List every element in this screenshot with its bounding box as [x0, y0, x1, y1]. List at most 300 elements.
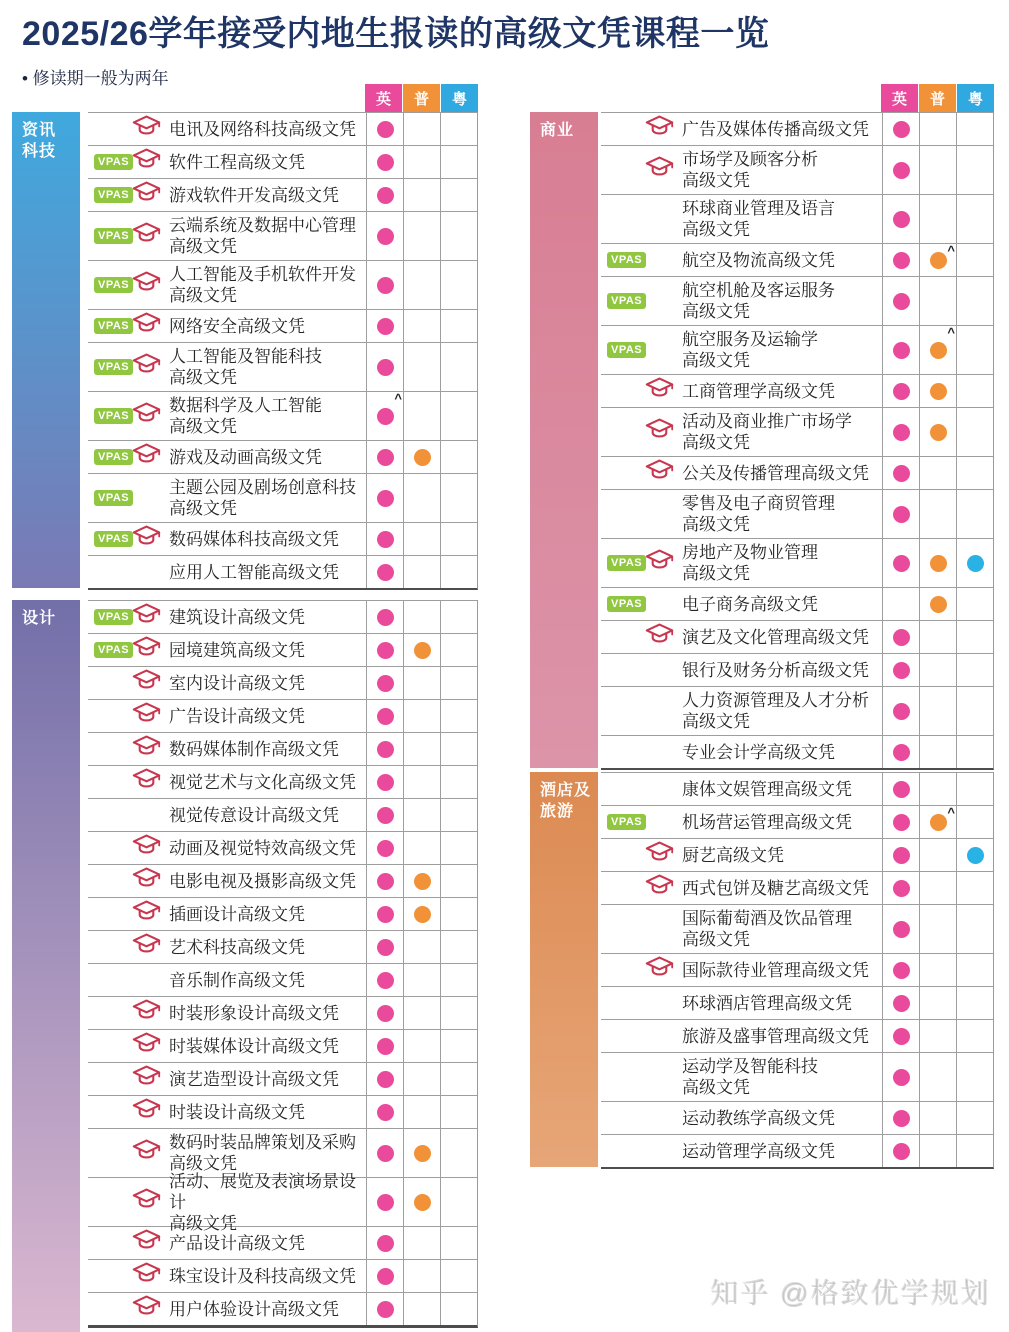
graduation-cap-icon: [132, 998, 161, 1028]
lang-cell-cantonese: [440, 667, 477, 699]
table-row: [601, 456, 993, 489]
lang-cell-cantonese: [956, 806, 993, 838]
table-row: [88, 864, 477, 897]
lang-cell-mandarin: [403, 261, 440, 309]
lang-cell-cantonese: [956, 457, 993, 489]
table-row: [88, 996, 477, 1029]
lang-cell-cantonese: [440, 179, 477, 211]
table-row: [88, 1095, 477, 1128]
english-dot: [377, 774, 394, 791]
vpas-slot: [88, 449, 132, 465]
lang-cell-cantonese: [956, 736, 993, 768]
lang-cell-english: [366, 392, 403, 440]
mandarin-dot: [930, 424, 947, 441]
lang-cell-english: [366, 799, 403, 831]
english-dot: [893, 211, 910, 228]
lang-cell-mandarin: [919, 490, 956, 538]
course-name: 环球酒店管理高级文凭: [682, 993, 852, 1013]
table-row: [88, 260, 477, 309]
lang-cell-cantonese: [440, 441, 477, 473]
english-dot: [893, 383, 910, 400]
lang-cell-english: [366, 1293, 403, 1325]
lang-cell-cantonese: [440, 1096, 477, 1128]
cap-slot: [645, 955, 682, 985]
course-name: 航空服务及运输学 高级文凭: [682, 330, 818, 370]
english-dot: [377, 449, 394, 466]
left-sections: [12, 112, 478, 1332]
lang-cell-cantonese: [440, 1129, 477, 1177]
duration-note: • 修读期一般为两年: [22, 69, 169, 88]
lang-cell-english: [882, 736, 919, 768]
graduation-cap-icon: [132, 932, 161, 962]
english-dot: [893, 781, 910, 798]
graduation-cap-icon: [645, 873, 674, 903]
table-row: [88, 666, 477, 699]
mandarin-dot: [930, 252, 947, 269]
lang-cell-english: [366, 1063, 403, 1095]
course-name: 运动管理学高级文凭: [682, 1141, 835, 1161]
table-row: [88, 342, 477, 391]
course-name: 音乐制作高级文凭: [169, 970, 305, 990]
lang-cell-english: [882, 654, 919, 686]
caret-mark: ^: [947, 805, 955, 820]
course-name: 数码媒体制作高级文凭: [169, 739, 339, 759]
table-row: [601, 489, 993, 538]
course-name: 环球商业管理及语言 高级文凭: [682, 199, 835, 239]
lang-cell-mandarin: [919, 654, 956, 686]
table-row: [601, 805, 993, 838]
lang-cell-mandarin: [403, 310, 440, 342]
lang-cell-cantonese: [440, 113, 477, 145]
course-name: 人工智能及手机软件开发 高级文凭: [169, 265, 356, 305]
english-dot: [377, 741, 394, 758]
graduation-cap-icon: [132, 668, 161, 698]
english-dot: [377, 873, 394, 890]
course-name: 游戏软件开发高级文凭: [169, 185, 339, 205]
english-dot: [377, 807, 394, 824]
graduation-cap-icon: [132, 311, 161, 341]
table-row: [601, 653, 993, 686]
lang-cell-cantonese: [956, 872, 993, 904]
mandarin-dot: [414, 873, 431, 890]
english-dot: [893, 744, 910, 761]
cap-slot: [132, 668, 169, 698]
table-row: [88, 473, 477, 522]
lang-cell-cantonese: [956, 687, 993, 735]
legend-chip-man: 普: [403, 84, 440, 112]
mandarin-dot: [414, 906, 431, 923]
vpas-slot: [88, 490, 132, 506]
table-row: [88, 555, 477, 588]
lang-cell-mandarin: [403, 1030, 440, 1062]
mandarin-dot: [930, 555, 947, 572]
table-row: [88, 963, 477, 996]
course-name: 产品设计高级文凭: [169, 1233, 305, 1253]
lang-cell-english: [366, 1129, 403, 1177]
graduation-cap-icon: [645, 376, 674, 406]
english-dot: [377, 609, 394, 626]
lang-cell-english: [882, 146, 919, 194]
graduation-cap-icon: [645, 548, 674, 578]
section-gap: [12, 590, 478, 600]
course-name: 运动学及智能科技 高级文凭: [682, 1057, 818, 1097]
lang-cell-mandarin: [403, 1293, 440, 1325]
lang-cell-english: [366, 212, 403, 260]
lang-cell-cantonese: [956, 375, 993, 407]
course-name: 活动、展览及表演场景设计 高级文凭: [169, 1171, 356, 1233]
english-dot: [893, 1028, 910, 1045]
english-dot: [377, 318, 394, 335]
vpas-slot: [88, 408, 132, 424]
course-name: 演艺造型设计高级文凭: [169, 1069, 339, 1089]
table-row: [601, 871, 993, 904]
lang-cell-cantonese: [956, 408, 993, 456]
english-dot: [377, 187, 394, 204]
table-row: [601, 243, 993, 276]
lang-cell-cantonese: [956, 987, 993, 1019]
course-name: 演艺及文化管理高级文凭: [682, 627, 869, 647]
graduation-cap-icon: [132, 767, 161, 797]
watermark: 知乎 @格致优学规划: [710, 1278, 991, 1309]
course-table-design: [88, 600, 478, 1328]
table-row: [88, 309, 477, 342]
lang-cell-cantonese: [440, 310, 477, 342]
section-sidebar-biz: 商业: [530, 112, 598, 768]
graduation-cap-icon: [132, 1064, 161, 1094]
cap-slot: [132, 147, 169, 177]
lang-cell-mandarin: [919, 457, 956, 489]
lang-cell-mandarin: [919, 277, 956, 325]
cap-slot: [132, 1187, 169, 1217]
table-row: [88, 1259, 477, 1292]
lang-cell-english: [366, 310, 403, 342]
lang-cell-cantonese: [440, 1030, 477, 1062]
cap-slot: [132, 866, 169, 896]
lang-cell-english: [366, 113, 403, 145]
caret-mark: ^: [394, 391, 402, 406]
lang-cell-cantonese: [440, 997, 477, 1029]
mandarin-dot: [414, 1194, 431, 1211]
english-dot: [893, 629, 910, 646]
table-row: [601, 112, 993, 145]
cap-slot: [132, 1261, 169, 1291]
course-name: 数据科学及人工智能 高级文凭: [169, 396, 322, 436]
lang-cell-english: [882, 326, 919, 374]
lang-cell-cantonese: [440, 799, 477, 831]
english-dot: [893, 252, 910, 269]
lang-cell-cantonese: [956, 539, 993, 587]
vpas-slot: [88, 318, 132, 334]
graduation-cap-icon: [132, 221, 161, 251]
cap-slot: [132, 352, 169, 382]
vpas-badge: VPAS: [94, 228, 133, 244]
lang-cell-cantonese: [956, 905, 993, 953]
vpas-slot: [88, 359, 132, 375]
course-name: 网络安全高级文凭: [169, 316, 305, 336]
graduation-cap-icon: [645, 155, 674, 185]
vpas-slot: [601, 596, 645, 612]
lang-cell-cantonese: [956, 621, 993, 653]
vpas-badge: VPAS: [94, 408, 133, 424]
table-row: [601, 374, 993, 407]
course-table-it: [88, 112, 478, 590]
lang-cell-mandarin: [403, 113, 440, 145]
lang-cell-english: [882, 687, 919, 735]
vpas-badge: VPAS: [607, 596, 646, 612]
legend-chip-en: 英: [881, 84, 918, 112]
course-name: 康体文娱管理高级文凭: [682, 779, 852, 799]
section-hotel: [530, 772, 994, 1169]
vpas-slot: [88, 277, 132, 293]
cap-slot: [645, 840, 682, 870]
lang-cell-cantonese: [956, 277, 993, 325]
lang-cell-english: [882, 244, 919, 276]
english-dot: [377, 531, 394, 548]
lang-cell-cantonese: [956, 244, 993, 276]
table-row: [88, 765, 477, 798]
lang-cell-cantonese: [956, 654, 993, 686]
vpas-slot: [601, 293, 645, 309]
lang-cell-cantonese: [440, 898, 477, 930]
lang-cell-cantonese: [956, 490, 993, 538]
lang-cell-cantonese: [440, 1293, 477, 1325]
english-dot: [893, 880, 910, 897]
cap-slot: [645, 458, 682, 488]
graduation-cap-icon: [645, 417, 674, 447]
graduation-cap-icon: [132, 899, 161, 929]
course-name: 航空机舱及客运服务 高级文凭: [682, 281, 835, 321]
cap-slot: [132, 442, 169, 472]
table-row: [601, 686, 993, 735]
lang-cell-cantonese: [956, 113, 993, 145]
graduation-cap-icon: [132, 352, 161, 382]
language-legend-right: [880, 84, 994, 112]
lang-cell-mandarin: [919, 375, 956, 407]
lang-cell-english: [366, 474, 403, 522]
graduation-cap-icon: [132, 1261, 161, 1291]
table-row: [88, 600, 477, 633]
cap-slot: [132, 602, 169, 632]
graduation-cap-icon: [132, 635, 161, 665]
graduation-cap-icon: [645, 114, 674, 144]
lang-cell-english: [882, 113, 919, 145]
english-dot: [377, 1104, 394, 1121]
course-name: 专业会计学高级文凭: [682, 742, 835, 762]
english-dot: [377, 708, 394, 725]
lang-cell-cantonese: [440, 766, 477, 798]
lang-cell-mandarin: [919, 113, 956, 145]
lang-cell-english: [882, 839, 919, 871]
lang-cell-cantonese: [440, 733, 477, 765]
lang-cell-english: [366, 261, 403, 309]
lang-cell-cantonese: [440, 964, 477, 996]
lang-cell-english: [366, 556, 403, 588]
lang-cell-english: [366, 441, 403, 473]
course-name: 应用人工智能高级文凭: [169, 562, 339, 582]
table-row: [88, 798, 477, 831]
course-name: 珠宝设计及科技高级文凭: [169, 1266, 356, 1286]
table-row: [88, 897, 477, 930]
english-dot: [377, 1268, 394, 1285]
lang-cell-english: [882, 539, 919, 587]
cap-slot: [132, 270, 169, 300]
lang-cell-english: [366, 1178, 403, 1226]
english-dot: [893, 1069, 910, 1086]
lang-cell-mandarin: [403, 667, 440, 699]
page-title: 2025/26学年接受内地生报读的高级文凭课程一览: [22, 15, 770, 53]
lang-cell-mandarin: [403, 997, 440, 1029]
lang-cell-english: [882, 588, 919, 620]
cap-slot: [645, 622, 682, 652]
table-row: [601, 145, 993, 194]
course-name: 动画及视觉特效高级文凭: [169, 838, 356, 858]
lang-cell-english: [882, 1053, 919, 1101]
cap-slot: [132, 114, 169, 144]
table-row: [601, 1052, 993, 1101]
course-name: 时装设计高级文凭: [169, 1102, 305, 1122]
english-dot: [377, 939, 394, 956]
lang-cell-english: [366, 1260, 403, 1292]
course-name: 电讯及网络科技高级文凭: [169, 119, 356, 139]
course-name: 广告及媒体传播高级文凭: [682, 119, 869, 139]
course-name: 人力资源管理及人才分析 高级文凭: [682, 691, 869, 731]
lang-cell-cantonese: [440, 474, 477, 522]
cap-slot: [132, 701, 169, 731]
vpas-badge: VPAS: [94, 609, 133, 625]
course-name: 房地产及物业管理 高级文凭: [682, 543, 818, 583]
lang-cell-english: [366, 997, 403, 1029]
graduation-cap-icon: [132, 734, 161, 764]
course-table-biz: [601, 112, 994, 770]
lang-cell-english: [882, 1020, 919, 1052]
graduation-cap-icon: [132, 602, 161, 632]
lang-cell-mandarin: [403, 212, 440, 260]
table-row: [601, 325, 993, 374]
course-name: 银行及财务分析高级文凭: [682, 660, 869, 680]
legend-chip-man: 普: [919, 84, 956, 112]
lang-cell-mandarin: [919, 539, 956, 587]
english-dot: [893, 962, 910, 979]
table-row: [88, 178, 477, 211]
lang-cell-mandarin: [403, 964, 440, 996]
vpas-slot: [88, 642, 132, 658]
vpas-badge: VPAS: [94, 359, 133, 375]
vpas-badge: VPAS: [607, 342, 646, 358]
lang-cell-english: [366, 146, 403, 178]
english-dot: [893, 1143, 910, 1160]
english-dot: [377, 1235, 394, 1252]
cap-slot: [645, 114, 682, 144]
course-name: 云端系统及数据中心管理 高级文凭: [169, 216, 356, 256]
lang-cell-english: [366, 523, 403, 555]
lang-cell-cantonese: [956, 1102, 993, 1134]
course-table-hotel: [601, 772, 994, 1169]
lang-cell-cantonese: [956, 839, 993, 871]
vpas-slot: [88, 531, 132, 547]
course-name: 用户体验设计高级文凭: [169, 1299, 339, 1319]
vpas-badge: VPAS: [94, 318, 133, 334]
cap-slot: [132, 1064, 169, 1094]
lang-cell-english: [882, 987, 919, 1019]
lang-cell-cantonese: [956, 773, 993, 805]
mandarin-dot: [414, 642, 431, 659]
cap-slot: [645, 417, 682, 447]
vpas-badge: VPAS: [94, 154, 133, 170]
course-name: 运动教练学高级文凭: [682, 1108, 835, 1128]
course-name: 电子商务高级文凭: [682, 594, 818, 614]
lang-cell-mandarin: [919, 244, 956, 276]
lang-cell-english: [366, 667, 403, 699]
table-row: [88, 930, 477, 963]
graduation-cap-icon: [132, 1294, 161, 1324]
english-dot: [377, 1145, 394, 1162]
graduation-cap-icon: [132, 701, 161, 731]
table-row: [601, 1134, 993, 1167]
lang-cell-cantonese: [956, 954, 993, 986]
vpas-slot: [88, 187, 132, 203]
cap-slot: [132, 1138, 169, 1168]
vpas-badge: VPAS: [94, 490, 133, 506]
lang-cell-mandarin: [919, 588, 956, 620]
cap-slot: [132, 1031, 169, 1061]
lang-cell-cantonese: [440, 261, 477, 309]
lang-cell-mandarin: [403, 733, 440, 765]
lang-cell-english: [882, 872, 919, 904]
table-row: [601, 587, 993, 620]
table-row: [88, 732, 477, 765]
lang-cell-mandarin: [403, 343, 440, 391]
table-row: [601, 276, 993, 325]
lang-cell-cantonese: [440, 865, 477, 897]
graduation-cap-icon: [132, 401, 161, 431]
course-name: 西式包饼及糖艺高级文凭: [682, 878, 869, 898]
vpas-badge: VPAS: [94, 187, 133, 203]
english-dot: [893, 1110, 910, 1127]
graduation-cap-icon: [132, 442, 161, 472]
lang-cell-english: [366, 601, 403, 633]
lang-cell-mandarin: [919, 195, 956, 243]
section-sidebar-hotel: 酒店及 旅游: [530, 772, 598, 1167]
lang-cell-mandarin: [403, 931, 440, 963]
lang-cell-mandarin: [919, 621, 956, 653]
course-name: 工商管理学高级文凭: [682, 381, 835, 401]
lang-cell-mandarin: [919, 905, 956, 953]
mandarin-dot: [414, 449, 431, 466]
vpas-slot: [88, 228, 132, 244]
graduation-cap-icon: [132, 1187, 161, 1217]
cap-slot: [132, 833, 169, 863]
lang-cell-cantonese: [956, 1053, 993, 1101]
legend-chip-en: 英: [365, 84, 402, 112]
table-row: [88, 633, 477, 666]
cap-slot: [132, 767, 169, 797]
course-name: 机场营运管理高级文凭: [682, 812, 852, 832]
english-dot: [377, 490, 394, 507]
lang-cell-mandarin: [403, 1227, 440, 1259]
course-name: 视觉传意设计高级文凭: [169, 805, 339, 825]
course-name: 国际款待业管理高级文凭: [682, 960, 869, 980]
cap-slot: [132, 1228, 169, 1258]
cap-slot: [132, 1097, 169, 1127]
lang-cell-cantonese: [440, 343, 477, 391]
vpas-badge: VPAS: [94, 277, 133, 293]
english-dot: [377, 121, 394, 138]
graduation-cap-icon: [132, 147, 161, 177]
table-row: [601, 735, 993, 768]
cap-slot: [132, 524, 169, 554]
lang-cell-mandarin: [919, 1020, 956, 1052]
cap-slot: [132, 998, 169, 1028]
